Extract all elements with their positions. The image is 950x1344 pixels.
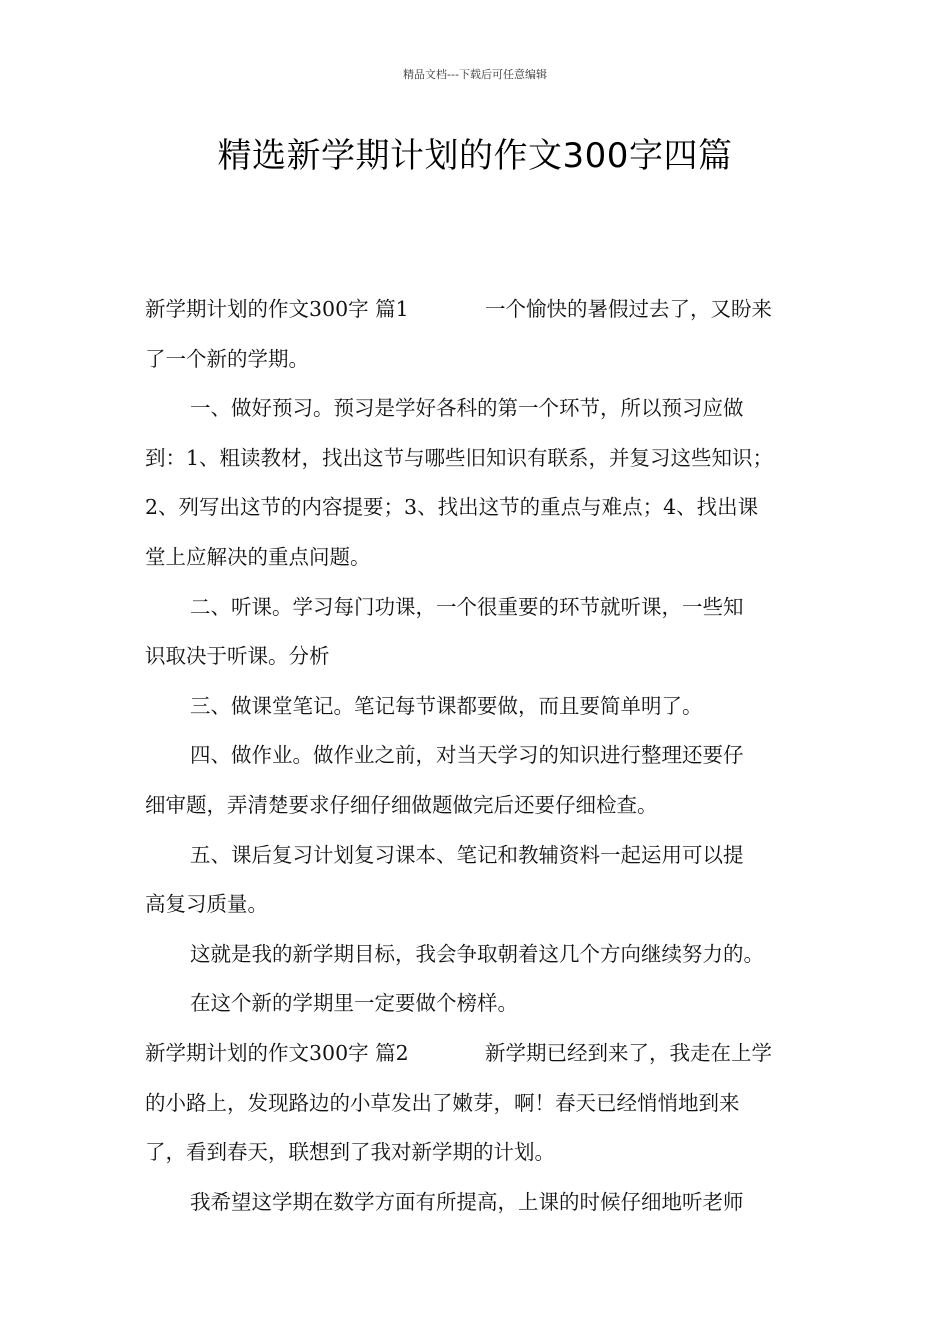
line-text: 三、做课堂笔记。笔记每节课都要做，而且要简单明了。 xyxy=(190,693,703,718)
line-text: 五、课后复习计划复习课本、笔记和教辅资料一起运用可以提 xyxy=(190,842,744,867)
section-heading: 新学期计划的作文300字 篇2 xyxy=(145,1040,409,1065)
line-text: 到：1、粗读教材，找出这节与哪些旧知识有联系，并复习这些知识； xyxy=(145,445,774,470)
line-text: 的小路上，发现路边的小草发出了嫩芽，啊！春天已经悄悄地到来 xyxy=(145,1090,740,1115)
paragraph-line xyxy=(145,831,810,881)
paragraph-line xyxy=(145,1178,810,1228)
line-text: 高复习质量。 xyxy=(145,892,268,917)
paragraph-line xyxy=(145,979,810,1029)
line-text: 在这个新的学期里一定要做个榜样。 xyxy=(190,991,518,1016)
paragraph-line xyxy=(145,781,810,831)
line-text: 细审题，弄清楚要求仔细仔细做题做完后还要仔细检查。 xyxy=(145,792,658,817)
line-text: 2、列写出这节的内容提要；3、找出这节的重点与难点；4、找出课 xyxy=(145,495,759,520)
paragraph-line xyxy=(145,731,810,781)
line-text: 我希望这学期在数学方面有所提高，上课的时候仔细地听老师 xyxy=(190,1189,744,1214)
line-text: 二、听课。学习每门功课，一个很重要的环节就听课，一些知 xyxy=(190,594,744,619)
paragraph-line xyxy=(145,533,810,583)
paragraph-line xyxy=(145,434,810,484)
paragraph-line xyxy=(145,384,810,434)
line-text: 新学期已经到来了，我走在上学 xyxy=(485,1040,772,1065)
paragraph-line xyxy=(145,930,810,980)
line-text: 识取决于听课。分析 xyxy=(145,644,330,669)
line-text: 这就是我的新学期目标，我会争取朝着这几个方向继续努力的。 xyxy=(190,941,764,966)
paragraph-line xyxy=(145,1079,810,1129)
paragraph-line xyxy=(145,880,810,930)
line-text: 了一个新的学期。 xyxy=(145,346,309,371)
paragraph-line xyxy=(145,335,810,385)
paragraph-line xyxy=(145,285,810,335)
header-note: 精品文档---下载后可任意编辑 xyxy=(403,68,547,81)
line-text: 四、做作业。做作业之前，对当天学习的知识进行整理还要仔 xyxy=(190,743,744,768)
line-text: 了，看到春天，联想到了我对新学期的计划。 xyxy=(145,1140,555,1165)
paragraph-line xyxy=(145,632,810,682)
paragraph-line xyxy=(145,483,810,533)
line-text: 堂上应解决的重点问题。 xyxy=(145,544,371,569)
paragraph-line xyxy=(145,1128,810,1178)
section-heading: 新学期计划的作文300字 篇1 xyxy=(145,297,409,321)
document-title: 精选新学期计划的作文300字四篇 xyxy=(217,136,733,176)
paragraph-line xyxy=(145,583,810,633)
line-text: 一个愉快的暑假过去了，又盼来 xyxy=(485,297,772,321)
paragraph-line xyxy=(145,1029,810,1079)
line-text: 一、做好预习。预习是学好各科的第一个环节，所以预习应做 xyxy=(190,396,744,421)
paragraph-line xyxy=(145,682,810,732)
document-body xyxy=(145,285,810,1227)
